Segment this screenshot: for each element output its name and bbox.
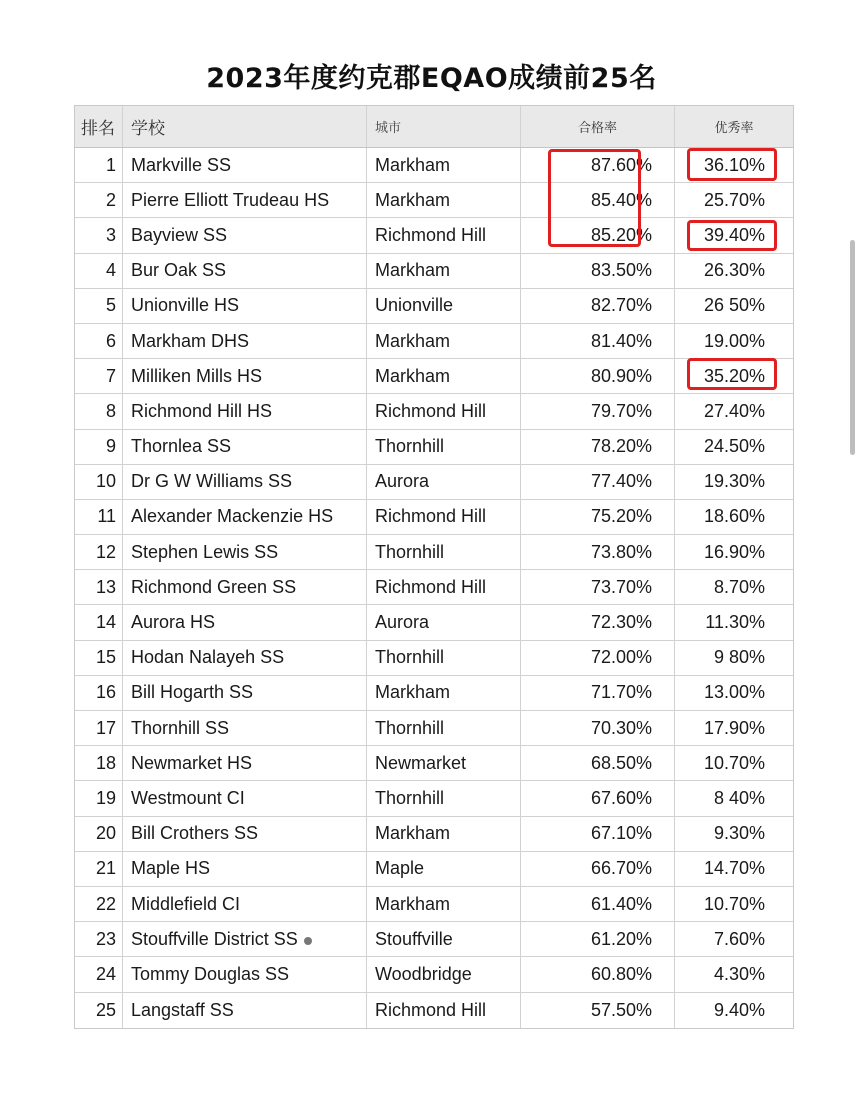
excellent-rate-cell-text: 13.00%	[703, 682, 765, 703]
pass-rate-cell	[521, 570, 675, 604]
excellent-rate-cell	[675, 359, 793, 393]
excellent-rate-cell-text: 36.10%	[703, 154, 765, 175]
pass-rate-cell	[521, 430, 675, 464]
header-pass-rate: 合格率	[521, 106, 675, 147]
city-cell-text: Richmond Hill	[375, 224, 487, 245]
pass-rate-cell	[521, 500, 675, 534]
school-cell	[123, 430, 367, 464]
excellent-rate-cell	[675, 324, 793, 358]
pass-rate-cell	[521, 676, 675, 710]
pass-rate-cell-text: 85.40%	[590, 189, 652, 210]
school-cell	[123, 746, 367, 780]
header-school: 学校	[123, 106, 367, 147]
school-cell	[123, 781, 367, 815]
excellent-rate-cell-text: 8 40%	[713, 787, 765, 808]
city-cell	[367, 394, 521, 428]
rank-cell-text: 6	[105, 330, 116, 351]
school-cell	[123, 605, 367, 639]
city-cell	[367, 535, 521, 569]
table-row	[75, 817, 793, 852]
pass-rate-cell	[521, 817, 675, 851]
pass-rate-cell	[521, 605, 675, 639]
school-cell-text: Bayview SS	[131, 224, 228, 245]
rank-cell	[75, 254, 123, 288]
rank-cell	[75, 394, 123, 428]
school-cell-text: Unionville HS	[131, 295, 240, 316]
school-cell	[123, 887, 367, 921]
school-cell-text: Markham DHS	[131, 330, 250, 351]
excellent-rate-cell-text: 26 50%	[703, 295, 765, 316]
rank-cell-text: 9	[105, 436, 116, 457]
header-city: 城市	[367, 106, 521, 147]
excellent-rate-cell	[675, 887, 793, 921]
rank-cell-text: 3	[105, 224, 116, 245]
excellent-rate-cell-text: 24.50%	[703, 436, 765, 457]
excellent-rate-cell-text: 7.60%	[713, 928, 765, 949]
pass-rate-cell-text: 68.50%	[590, 752, 652, 773]
city-cell	[367, 500, 521, 534]
table-row	[75, 570, 793, 605]
school-cell	[123, 570, 367, 604]
city-cell	[367, 993, 521, 1028]
school-cell-text: Bur Oak SS	[131, 260, 227, 281]
city-cell-text: Markham	[375, 823, 451, 844]
rank-cell-text: 23	[95, 928, 116, 949]
pass-rate-cell-text: 81.40%	[590, 330, 652, 351]
pass-rate-cell-text: 82.70%	[590, 295, 652, 316]
rank-cell-text: 1	[105, 154, 116, 175]
school-cell	[123, 289, 367, 323]
rank-cell	[75, 711, 123, 745]
rank-cell	[75, 218, 123, 252]
rank-cell-text: 12	[95, 541, 116, 562]
pass-rate-cell	[521, 254, 675, 288]
rank-cell	[75, 359, 123, 393]
rank-cell	[75, 922, 123, 956]
rank-cell	[75, 605, 123, 639]
school-cell	[123, 148, 367, 182]
excellent-rate-cell	[675, 430, 793, 464]
pass-rate-cell-text: 87.60%	[590, 154, 652, 175]
school-cell	[123, 817, 367, 851]
excellent-rate-cell-text: 17.90%	[703, 717, 765, 738]
city-cell	[367, 289, 521, 323]
pass-rate-cell	[521, 922, 675, 956]
school-cell-text: Stouffville District SS	[131, 928, 298, 949]
rank-cell	[75, 183, 123, 217]
school-cell-text: Westmount CI	[131, 787, 245, 808]
rank-cell	[75, 500, 123, 534]
pass-rate-cell	[521, 289, 675, 323]
table-row	[75, 711, 793, 746]
excellent-rate-cell-text: 16.90%	[703, 541, 765, 562]
city-cell	[367, 641, 521, 675]
excellent-rate-cell	[675, 218, 793, 252]
rank-cell	[75, 676, 123, 710]
excellent-rate-cell	[675, 465, 793, 499]
table-row	[75, 183, 793, 218]
city-cell-text: Markham	[375, 893, 451, 914]
city-cell	[367, 465, 521, 499]
table-row	[75, 535, 793, 570]
city-cell-text: Thornhill	[375, 541, 445, 562]
pass-rate-cell-text: 70.30%	[590, 717, 652, 738]
pass-rate-cell-text: 67.60%	[590, 787, 652, 808]
pass-rate-cell-text: 67.10%	[590, 823, 652, 844]
excellent-rate-cell	[675, 394, 793, 428]
rank-cell-text: 19	[95, 787, 116, 808]
school-cell-text: Langstaff SS	[131, 999, 234, 1020]
pass-rate-cell-text: 61.20%	[590, 928, 652, 949]
school-cell-text: Bill Crothers SS	[131, 823, 259, 844]
excellent-rate-cell-text: 8.70%	[713, 576, 765, 597]
rank-cell	[75, 746, 123, 780]
table-row	[75, 993, 793, 1028]
city-cell-text: Richmond Hill	[375, 400, 487, 421]
excellent-rate-cell	[675, 148, 793, 182]
pass-rate-cell-text: 60.80%	[590, 963, 652, 984]
school-cell-text: Richmond Hill HS	[131, 400, 273, 421]
rank-cell-text: 14	[95, 612, 116, 633]
table-row	[75, 676, 793, 711]
pass-rate-cell-text: 85.20%	[590, 224, 652, 245]
city-cell-text: Markham	[375, 154, 451, 175]
school-cell-text: Thornlea SS	[131, 436, 232, 457]
school-cell	[123, 535, 367, 569]
rank-cell	[75, 535, 123, 569]
rank-cell-text: 8	[105, 400, 116, 421]
city-cell	[367, 218, 521, 252]
excellent-rate-cell	[675, 535, 793, 569]
excellent-rate-cell-text: 10.70%	[703, 893, 765, 914]
pass-rate-cell-text: 57.50%	[590, 999, 652, 1020]
school-cell-text: Markville SS	[131, 154, 232, 175]
rank-cell-text: 15	[95, 647, 116, 668]
excellent-rate-cell-text: 10.70%	[703, 752, 765, 773]
rank-cell	[75, 430, 123, 464]
school-cell	[123, 852, 367, 886]
rank-cell-text: 22	[95, 893, 116, 914]
pass-rate-cell-text: 77.40%	[590, 471, 652, 492]
table-row	[75, 781, 793, 816]
table-row	[75, 957, 793, 992]
school-cell-text: Hodan Nalayeh SS	[131, 647, 285, 668]
excellent-rate-cell	[675, 852, 793, 886]
school-cell	[123, 711, 367, 745]
city-cell	[367, 359, 521, 393]
rank-cell	[75, 148, 123, 182]
excellent-rate-cell	[675, 957, 793, 991]
pass-rate-cell-text: 66.70%	[590, 858, 652, 879]
city-cell	[367, 324, 521, 358]
city-cell-text: Richmond Hill	[375, 506, 487, 527]
rank-cell-text: 5	[105, 295, 116, 316]
table-row	[75, 394, 793, 429]
rank-cell-text: 18	[95, 752, 116, 773]
city-cell-text: Richmond Hill	[375, 999, 487, 1020]
school-cell-text: Tommy Douglas SS	[131, 963, 290, 984]
rank-cell	[75, 641, 123, 675]
excellent-rate-cell-text: 11.30%	[705, 612, 765, 633]
pass-rate-cell	[521, 465, 675, 499]
pass-rate-cell	[521, 148, 675, 182]
rank-cell-text: 7	[105, 365, 116, 386]
city-cell-text: Richmond Hill	[375, 576, 487, 597]
excellent-rate-cell	[675, 500, 793, 534]
city-cell-text: Markham	[375, 365, 451, 386]
rank-cell-text: 10	[95, 471, 116, 492]
city-cell-text: Woodbridge	[375, 963, 472, 984]
rank-cell	[75, 570, 123, 604]
school-cell-text: Maple HS	[131, 858, 211, 879]
city-cell-text: Thornhill	[375, 647, 445, 668]
city-cell-text: Aurora	[375, 612, 430, 633]
pass-rate-cell-text: 73.80%	[590, 541, 652, 562]
school-cell	[123, 465, 367, 499]
pass-rate-cell	[521, 781, 675, 815]
city-cell	[367, 711, 521, 745]
school-cell	[123, 957, 367, 991]
ranking-table	[74, 105, 794, 1029]
pass-rate-cell-text: 80.90%	[590, 365, 652, 386]
page-title: 2023年度约克郡EQAO成绩前25名	[206, 63, 657, 94]
school-cell-text: Thornhill SS	[131, 717, 230, 738]
city-cell	[367, 781, 521, 815]
table-header-row	[75, 106, 793, 148]
pass-rate-cell	[521, 887, 675, 921]
table-row	[75, 605, 793, 640]
city-cell-text: Thornhill	[375, 787, 445, 808]
rank-cell-text: 24	[95, 963, 116, 984]
rank-cell	[75, 852, 123, 886]
school-cell-text: Newmarket HS	[131, 752, 253, 773]
excellent-rate-cell	[675, 922, 793, 956]
city-cell-text: Aurora	[375, 471, 430, 492]
school-cell-text: Milliken Mills HS	[131, 365, 263, 386]
city-cell	[367, 746, 521, 780]
excellent-rate-cell	[675, 605, 793, 639]
pass-rate-cell-text: 73.70%	[590, 576, 652, 597]
table-row	[75, 465, 793, 500]
pass-rate-cell	[521, 183, 675, 217]
city-cell-text: Markham	[375, 330, 451, 351]
school-cell	[123, 500, 367, 534]
school-cell	[123, 922, 367, 956]
excellent-rate-cell-text: 18.60%	[703, 506, 765, 527]
pass-rate-cell	[521, 359, 675, 393]
school-cell-text: Bill Hogarth SS	[131, 682, 254, 703]
excellent-rate-cell-text: 14.70%	[703, 858, 765, 879]
excellent-rate-cell	[675, 746, 793, 780]
school-cell	[123, 676, 367, 710]
pass-rate-cell	[521, 324, 675, 358]
table-row	[75, 852, 793, 887]
school-cell-text: Dr G W Williams SS	[131, 471, 292, 492]
city-cell	[367, 570, 521, 604]
city-cell-text: Thornhill	[375, 436, 445, 457]
excellent-rate-cell-text: 35.20%	[703, 365, 765, 386]
rank-cell-text: 4	[105, 260, 116, 281]
pass-rate-cell-text: 72.00%	[590, 647, 652, 668]
rank-cell-text: 2	[105, 189, 116, 210]
table-row	[75, 430, 793, 465]
excellent-rate-cell	[675, 289, 793, 323]
table-row	[75, 254, 793, 289]
school-cell-text: Pierre Elliott Trudeau HS	[131, 189, 330, 210]
rank-cell	[75, 993, 123, 1028]
city-cell	[367, 852, 521, 886]
city-cell	[367, 430, 521, 464]
school-cell	[123, 641, 367, 675]
rank-cell	[75, 817, 123, 851]
school-cell	[123, 183, 367, 217]
rank-cell	[75, 289, 123, 323]
table-row	[75, 359, 793, 394]
rank-cell-text: 25	[95, 999, 116, 1020]
pass-rate-cell	[521, 394, 675, 428]
rank-cell	[75, 957, 123, 991]
school-cell	[123, 254, 367, 288]
table-row	[75, 324, 793, 359]
pass-rate-cell-text: 79.70%	[590, 400, 652, 421]
excellent-rate-cell	[675, 711, 793, 745]
pass-rate-cell-text: 71.70%	[590, 682, 652, 703]
school-cell-text: Aurora HS	[131, 612, 216, 633]
rank-cell-text: 17	[95, 717, 116, 738]
city-cell	[367, 817, 521, 851]
city-cell	[367, 254, 521, 288]
excellent-rate-cell-text: 9.40%	[713, 999, 765, 1020]
school-cell	[123, 324, 367, 358]
city-cell-text: Newmarket	[375, 752, 467, 773]
pass-rate-cell-text: 61.40%	[590, 893, 652, 914]
table-row	[75, 148, 793, 183]
rank-cell-text: 21	[95, 858, 116, 879]
table-row	[75, 746, 793, 781]
pass-rate-cell	[521, 993, 675, 1028]
table-row	[75, 641, 793, 676]
scrollbar-thumb[interactable]	[850, 240, 855, 455]
city-cell	[367, 887, 521, 921]
excellent-rate-cell	[675, 676, 793, 710]
excellent-rate-cell-text: 25.70%	[703, 189, 765, 210]
pass-rate-cell-text: 72.30%	[590, 612, 652, 633]
city-cell	[367, 676, 521, 710]
excellent-rate-cell	[675, 254, 793, 288]
city-cell-text: Thornhill	[375, 717, 445, 738]
excellent-rate-cell	[675, 781, 793, 815]
city-cell-text: Markham	[375, 682, 451, 703]
excellent-rate-cell-text: 27.40%	[703, 400, 765, 421]
dot-icon	[304, 937, 312, 945]
city-cell	[367, 183, 521, 217]
school-cell-text: Alexander Mackenzie HS	[131, 506, 334, 527]
school-cell	[123, 993, 367, 1028]
rank-cell	[75, 465, 123, 499]
excellent-rate-cell	[675, 993, 793, 1028]
pass-rate-cell-text: 78.20%	[590, 436, 652, 457]
rank-cell	[75, 324, 123, 358]
rank-cell	[75, 887, 123, 921]
excellent-rate-cell-text: 19.30%	[703, 471, 765, 492]
pass-rate-cell	[521, 852, 675, 886]
city-cell	[367, 922, 521, 956]
pass-rate-cell-text: 75.20%	[590, 506, 652, 527]
table-row	[75, 218, 793, 253]
rank-cell-text: 11	[97, 506, 116, 527]
excellent-rate-cell	[675, 641, 793, 675]
pass-rate-cell	[521, 535, 675, 569]
excellent-rate-cell-text: 9.30%	[713, 823, 765, 844]
school-cell-text: Middlefield CI	[131, 893, 241, 914]
excellent-rate-cell	[675, 817, 793, 851]
table-row	[75, 887, 793, 922]
pass-rate-cell	[521, 641, 675, 675]
school-cell	[123, 394, 367, 428]
city-cell-text: Maple	[375, 858, 425, 879]
city-cell-text: Stouffville	[375, 928, 453, 949]
header-rank: 排名	[75, 106, 123, 147]
table-row	[75, 289, 793, 324]
city-cell-text: Markham	[375, 189, 451, 210]
excellent-rate-cell	[675, 570, 793, 604]
pass-rate-cell	[521, 746, 675, 780]
pass-rate-cell	[521, 218, 675, 252]
city-cell	[367, 957, 521, 991]
city-cell	[367, 148, 521, 182]
city-cell-text: Markham	[375, 260, 451, 281]
city-cell-text: Unionville	[375, 295, 454, 316]
rank-cell-text: 20	[95, 823, 116, 844]
city-cell	[367, 605, 521, 639]
school-cell	[123, 218, 367, 252]
excellent-rate-cell-text: 39.40%	[703, 224, 765, 245]
table-row	[75, 922, 793, 957]
header-excellent-rate: 优秀率	[714, 121, 754, 136]
excellent-rate-cell-text: 9 80%	[713, 647, 765, 668]
excellent-rate-cell	[675, 183, 793, 217]
rank-cell	[75, 781, 123, 815]
excellent-rate-cell-text: 26.30%	[703, 260, 765, 281]
school-cell	[123, 359, 367, 393]
pass-rate-cell	[521, 957, 675, 991]
excellent-rate-cell-text: 19.00%	[703, 330, 765, 351]
school-cell-text: Richmond Green SS	[131, 576, 297, 597]
pass-rate-cell	[521, 711, 675, 745]
table-row	[75, 500, 793, 535]
rank-cell-text: 13	[95, 576, 116, 597]
excellent-rate-cell-text: 4.30%	[713, 963, 765, 984]
pass-rate-cell-text: 83.50%	[590, 260, 652, 281]
rank-cell-text: 16	[95, 682, 116, 703]
school-cell-text: Stephen Lewis SS	[131, 541, 279, 562]
